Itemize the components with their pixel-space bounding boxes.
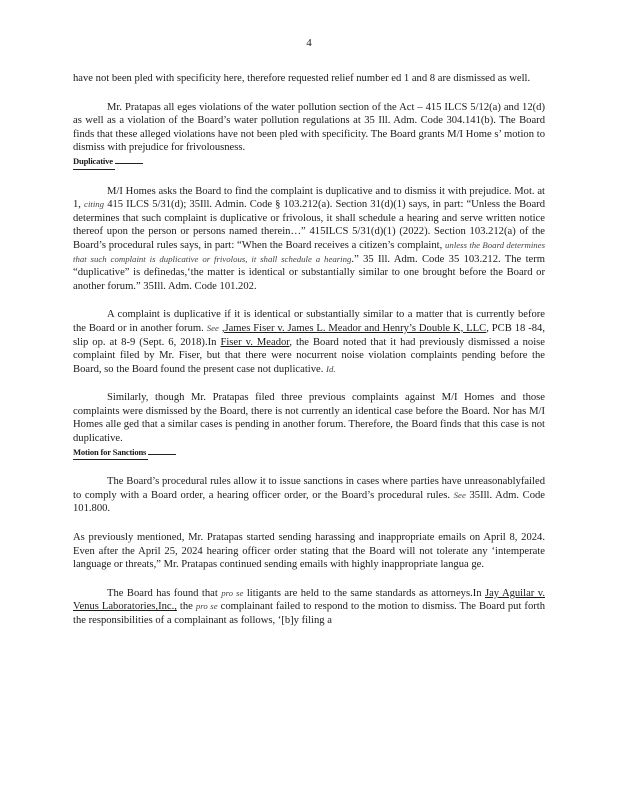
paragraph-duplicative-motion: M/I Homes asks the Board to find the complaint is duplicative and to dismiss it with prejudice. Mot. at 1, citing 415 ILCS 5/31(d); 35Ill. Admin. Code § 103.212(a). Section 31(d)(1) says, in part: “Unless the Board determines that such complaint is duplicative or frivolous, it shall schedule a hearing and serve written notice thereof upon the person or persons named therein…” 415ILCS 5/31(d)(1) (2022). Section 103.212(a) of the Board’s procedural rules says, in part: “When the Board receives a citizen’s complaint, unless the Board determines that such complaint is duplicative or frivolous, it shall schedule a hearing.” 35 Ill. Adm. Code 35 103.212. The term “duplicative” is definedas,‘the matter is identical or substantially similar to one brought before the Board or another forum.” 35Ill. Adm. Code 101.202. [73, 185, 546, 292]
paragraph-water-pollution: Mr. Pratapas all eges violations of the water pollution section of the Act – 415 ILCS 5/12(a) and 12(d) as well as a violation of the Board’s water pollution regulations at 35 Ill. Adm. Code 304.141(b). The Board finds that these alleged violations have not been pled with specificity. The Board grants M/I Home s’ motion to dismiss with prejudice for frivolousness. [73, 101, 545, 154]
paragraph-pro-se-standards: The Board has found that pro se litigants are held to the same standards as attorneys.In Jay Aguilar v. Venus Laboratories,Inc., the pro se complainant failed to respond to the motion to dismiss. The Board put forth the responsibilities of a complainant as follows, ‘[b]y filing a [73, 587, 546, 626]
document-body [73, 72, 545, 628]
paragraph-not-duplicative: Similarly, though Mr. Pratapas filed three previous complaints against M/I Homes and those complaints were dismissed by the Board, there is not currently an identical case before the Board. Nor has M/I Homes alle ged that a similar cases is pending in another forum. Therefore, the Board finds that this case is not duplicative. [73, 392, 545, 445]
heading-duplicative: Duplicative [73, 155, 545, 170]
page-number: 4 [306, 37, 312, 49]
paragraph-relief-dismissed: have not been pled with specificity here, therefore requested relief number ed 1 and 8 are dismissed as well. [73, 73, 531, 84]
paragraph-duplicative-definition: A complaint is duplicative if it is identical or substantially similar to a matter that is currently before the Board or in another forum. See ,James Fiser v. James L. Meador and Henry’s Double K, LLC, PCB 18 -84, slip op. at 8-9 (Sept. 6, 2018).In Fiser v. Meador, the Board noted that it had previously dismissed a noise complaint filed by Mr. Fiser, but that there were nocurrent noise violation complaints pending before the Board, so the Board found the present case not duplicative. Id. [73, 309, 545, 375]
paragraph-sanctions-rules: The Board’s procedural rules allow it to issue sanctions in cases where parties have unreasonablyfailed to comply with a Board order, a hearing officer order, or the Board’s procedural rules. See 35Ill. Adm. Code 101.800. [73, 476, 545, 515]
paragraph-harassing-emails: As previously mentioned, Mr. Pratapas started sending harassing and inappropriate emails on April 8, 2024. Even after the April 25, 2024 hearing officer order stating that the Board will not tolerate any ‘intemperate language or threats,” Mr. Pratapas continued sending emails with highly inappropriate langua ge. [73, 532, 545, 571]
heading-motion-for-sanctions: Motion for Sanctions [73, 446, 545, 461]
